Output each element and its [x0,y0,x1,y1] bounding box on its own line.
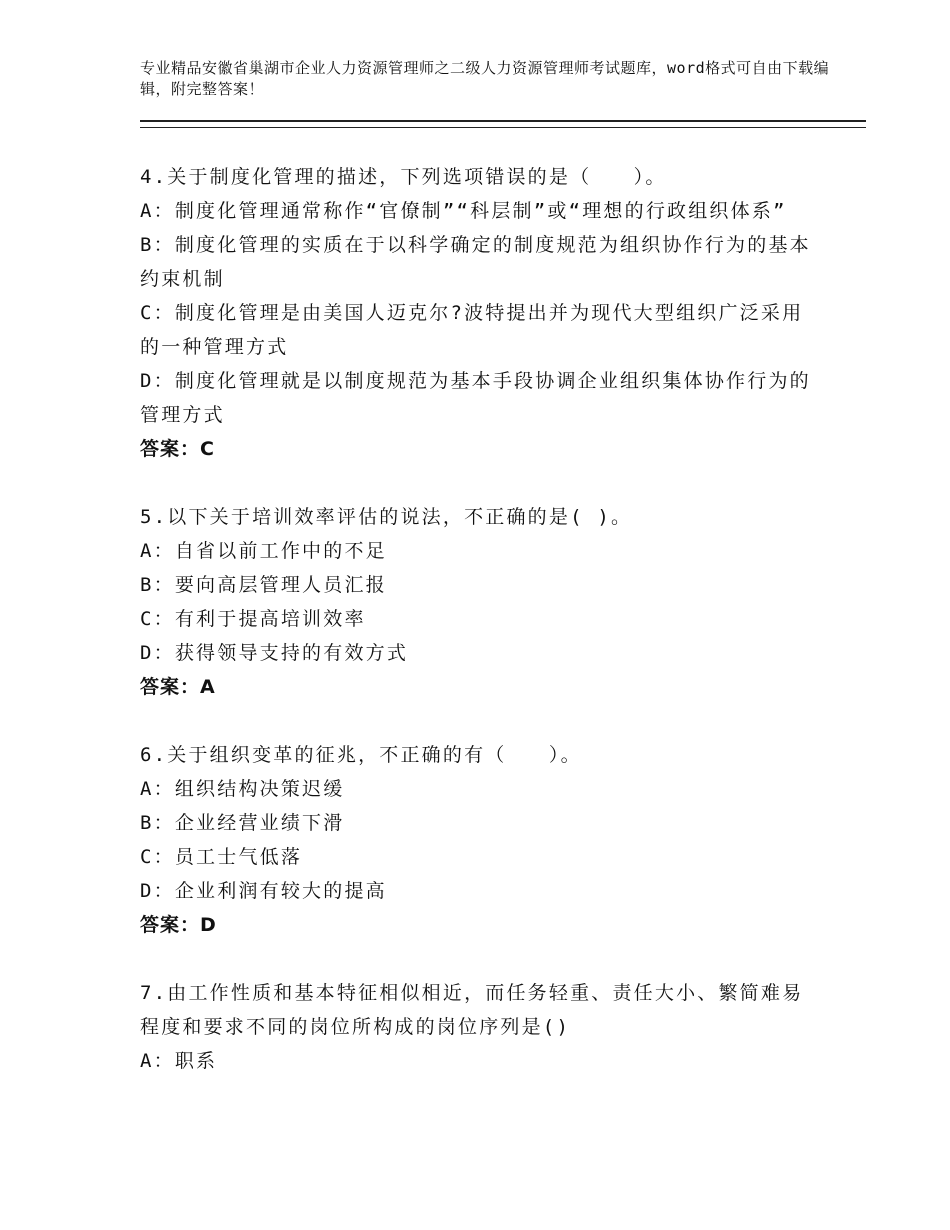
answer: 答案：D [140,914,217,936]
question-6 [140,738,820,942]
header-title: 专业精品安徽省巢湖市企业人力资源管理师之二级人力资源管理师考试题库，word格式可自由下载编辑，附完整答案！ [140,59,830,98]
option-b: B：要向高层管理人员汇报 [140,574,387,596]
option-d: D：获得领导支持的有效方式 [140,642,409,664]
option-b: B：企业经营业绩下滑 [140,812,345,834]
question-stem: 6.关于组织变革的征兆，不正确的有（ ）。 [140,744,582,766]
question-7 [140,976,820,1078]
question-5 [140,500,820,704]
option-b: B：制度化管理的实质在于以科学确定的制度规范为组织协作行为的基本约束机制 [140,234,811,290]
option-a: A：自省以前工作中的不足 [140,540,387,562]
option-a: A：组织结构决策迟缓 [140,778,345,800]
option-d: D：制度化管理就是以制度规范为基本手段协调企业组织集体协作行为的管理方式 [140,370,811,426]
option-c: C：有利于提高培训效率 [140,608,366,630]
question-4 [140,160,820,466]
answer: 答案：A [140,676,216,698]
option-d: D：企业利润有较大的提高 [140,880,387,902]
option-c: C：制度化管理是由美国人迈克尔?波特提出并为现代大型组织广泛采用的一种管理方式 [140,302,804,358]
option-c: C：员工士气低落 [140,846,303,868]
document-header [140,58,830,100]
option-a: A：制度化管理通常称作“官僚制”“科层制”或“理想的行政组织体系” [140,200,787,222]
question-list [140,160,820,1112]
question-stem: 5.以下关于培训效率评估的说法，不正确的是( )。 [140,506,633,528]
question-stem: 7.由工作性质和基本特征相似相近，而任务轻重、责任大小、繁简难易程度和要求不同的岗位所构成的岗位序列是() [140,982,804,1038]
header-divider [140,120,866,128]
answer: 答案：C [140,438,215,460]
question-stem: 4.关于制度化管理的描述，下列选项错误的是（ ）。 [140,166,667,188]
option-a: A：职系 [140,1050,218,1072]
